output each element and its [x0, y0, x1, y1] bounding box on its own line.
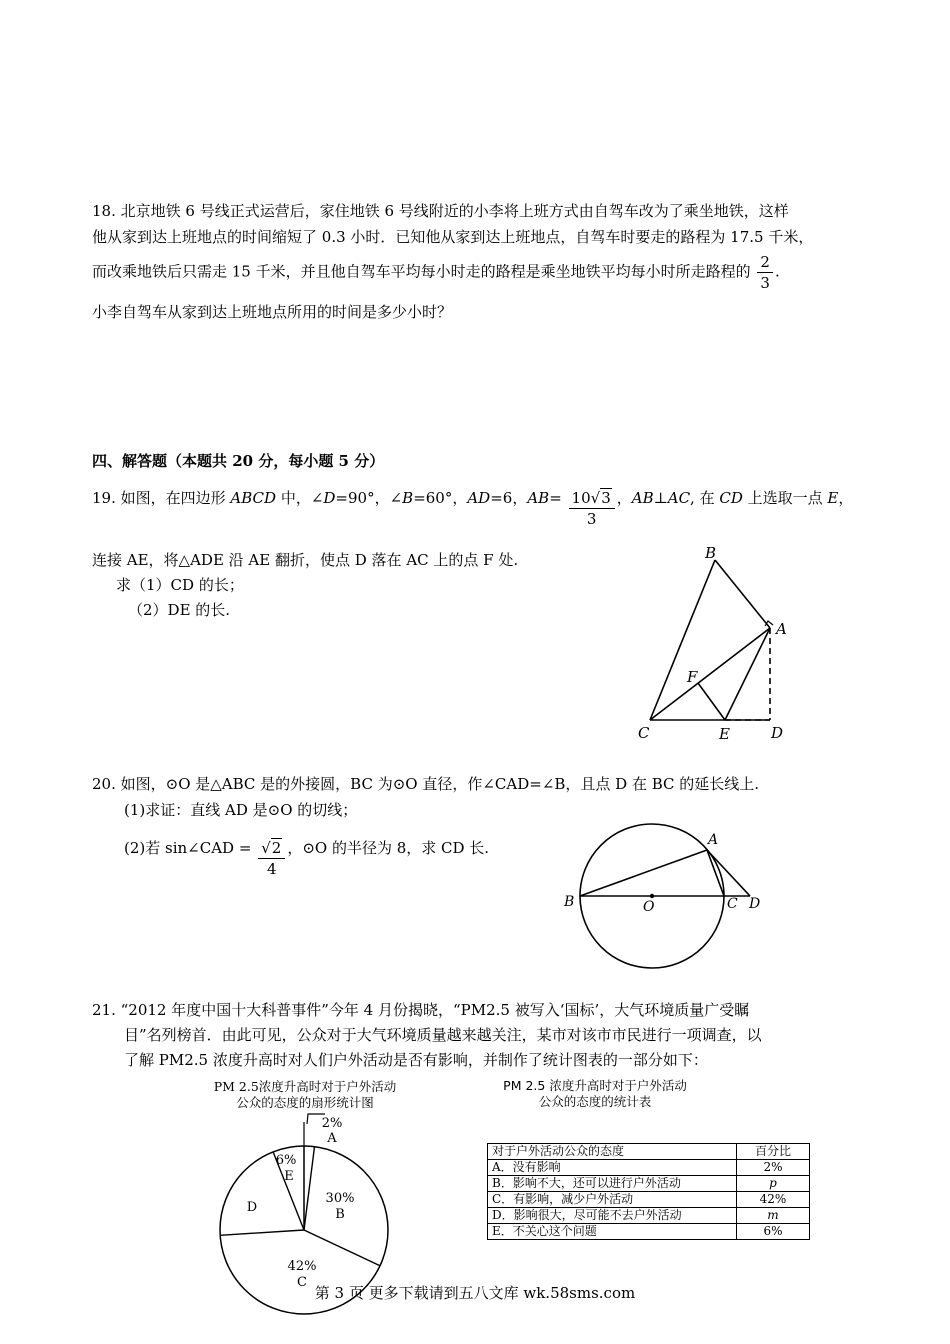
q19-text: , 在: [690, 489, 720, 507]
q21-line2: 目”名列榜首．由此可见，公众对于大气环境质量越来越关注，某市对该市市民进行一项调查，以: [124, 1026, 762, 1044]
q21-line3: 了解 PM2.5 浓度升高时对人们户外活动是否有影响，并制作了统计图表的一部分如下：: [124, 1051, 708, 1069]
q19-var: AB: [631, 489, 654, 507]
table-row: [488, 1224, 810, 1240]
q19-line1: [92, 488, 853, 529]
q20-line1: 20. 如图，⊙O 是△ABC 是的外接圆，BC 为⊙O 直径，作∠CAD=∠B，且点 D 在 BC 的延长线上.: [92, 775, 760, 793]
line-ba: [580, 850, 707, 896]
label-o: O: [643, 899, 655, 915]
q19-var: B: [402, 489, 414, 507]
q18-frac-num: 2: [760, 253, 770, 271]
q21-line1: 21. “2012 年度中国十大科普事件”今年 4 月份揭晓，“PM2.5 被写入‘国标’，大气环境质量广受瞩: [92, 1001, 750, 1019]
table-row: [488, 1176, 810, 1192]
q19-fraction: [569, 488, 615, 529]
q19-var: AD: [467, 489, 491, 507]
q18-frac-den: 3: [757, 272, 773, 293]
q18-line3-end: .: [774, 262, 780, 281]
stats-table: [487, 1143, 810, 1240]
q18-line2: 他从家到达上班地点的时间缩短了 0.3 小时．已知他从家到达上班地点，自驾车时要走的路程为 17.5 千米，: [92, 228, 814, 246]
q19-var: E: [827, 489, 839, 507]
q19-text: =: [549, 489, 562, 507]
q20-frac-den: 4: [258, 858, 285, 879]
pie-label-b: B: [335, 1207, 345, 1222]
q19-line2: 连接 AE，将△ADE 沿 AE 翻折，使点 D 落在 AC 上的点 F 处.: [92, 551, 519, 569]
q20-line3: [124, 838, 489, 879]
q20-text: (2)若 sin∠CAD =: [124, 839, 252, 857]
q19-line4: （2）DE 的长.: [128, 601, 231, 619]
page-footer: 第 3 页 更多下载请到五八文库 wk.58sms.com: [314, 1284, 636, 1302]
q19-text: ⊥: [653, 489, 668, 507]
q19-var: CD: [719, 489, 743, 507]
label-f: F: [687, 668, 698, 686]
label-c: C: [638, 724, 650, 742]
table-cell: D．影响很大，尽可能不去户外活动: [488, 1208, 737, 1224]
q18-line4: 小李自驾车从家到达上班地点所用的时间是多少小时？: [92, 303, 453, 321]
q19-text: ，: [616, 489, 632, 507]
q20-frac-rad: 2: [271, 839, 282, 857]
pie-label-d: D: [246, 1200, 258, 1215]
label-c: C: [727, 896, 738, 912]
q20-figure: [560, 820, 770, 975]
q19-frac-den: 3: [569, 508, 615, 529]
table-row: [488, 1192, 810, 1208]
edge-fe: [698, 683, 725, 720]
table-row: [488, 1160, 810, 1176]
table-header-row: [488, 1144, 810, 1160]
q19-text: 19. 如图，在四边形: [92, 489, 231, 507]
pie-label-b-value: 30%: [325, 1191, 355, 1206]
pie-label-c-value: 42%: [287, 1259, 317, 1274]
pie-label-e: E: [284, 1169, 294, 1184]
q20-text: ，⊙O 的半径为 8，求 CD 长.: [287, 839, 490, 857]
pie-label-a: A: [327, 1131, 337, 1146]
q19-text: =60°，: [413, 489, 468, 507]
q19-text: =90°，∠: [335, 489, 403, 507]
table-header-cell: 对于户外活动公众的态度: [488, 1144, 737, 1160]
table-cell: m: [737, 1208, 810, 1224]
label-b: B: [564, 894, 575, 910]
table-title: [480, 1078, 710, 1110]
q18-line3-text: 而改乘地铁后只需走 15 千米，并且他自驾车平均每小时走的路程是乘坐地铁平均每小时所走路程的: [92, 262, 751, 281]
q19-figure: [620, 540, 800, 750]
q18-line3: [92, 252, 780, 293]
q19-frac-num: 10√3: [571, 489, 611, 507]
right-angle-mark: [765, 621, 773, 626]
label-b: B: [705, 544, 717, 562]
edge-ae: [725, 628, 770, 720]
pie-title-line1: PM 2.5浓度升高时对于户外活动: [213, 1079, 397, 1094]
q19-frac-coef: 10: [571, 489, 591, 507]
pie-label-e-value: 6%: [275, 1153, 297, 1168]
q19-var: AC: [667, 489, 691, 507]
section-heading: 四、解答题（本题共 20 分，每小题 5 分）: [92, 452, 385, 470]
label-e: E: [719, 725, 730, 743]
table-cell: E．不关心这个问题: [488, 1224, 737, 1240]
table-cell: 2%: [737, 1160, 810, 1176]
label-d: D: [749, 896, 761, 912]
center-dot: [650, 894, 654, 898]
pie-title-line2: 公众的态度的扇形统计图: [236, 1095, 374, 1110]
table-cell: p: [737, 1176, 810, 1192]
q19-text: =6，: [490, 489, 528, 507]
table-title-line2: 公众的态度的统计表: [538, 1094, 652, 1109]
table-cell: 6%: [737, 1224, 810, 1240]
q19-var: D: [323, 489, 336, 507]
table-header-cell: 百分比: [737, 1144, 810, 1160]
line-ad: [707, 850, 750, 896]
table-cell: B．影响不大，还可以进行户外活动: [488, 1176, 737, 1192]
q19-var: ABCD: [230, 489, 277, 507]
pie-label-c: C: [297, 1275, 307, 1290]
label-a: A: [708, 832, 719, 848]
q19-frac-rad: 3: [601, 489, 611, 507]
q20-fraction: [258, 838, 285, 879]
label-a: A: [776, 620, 787, 638]
q19-line3: 求（1）CD 的长；: [116, 576, 244, 594]
q19-text: 中，∠: [276, 489, 324, 507]
table-title-line1: PM 2.5 浓度升高时对于户外活动: [503, 1078, 687, 1093]
table-cell: C．有影响，减少户外活动: [488, 1192, 737, 1208]
table-cell: A．没有影响: [488, 1160, 737, 1176]
q18-line1: 18. 北京地铁 6 号线正式运营后，家住地铁 6 号线附近的小李将上班方式由自驾车改为了乘坐地铁，这样: [92, 202, 789, 220]
q18-fraction: [757, 252, 773, 293]
label-d: D: [771, 724, 784, 742]
pie-label-a-value: 2%: [321, 1116, 343, 1131]
q19-var: AB: [527, 489, 550, 507]
q20-frac-num: √2: [261, 839, 282, 857]
q20-line2: (1)求证：直线 AD 是⊙O 的切线；: [124, 801, 358, 819]
q19-text: ，: [838, 489, 854, 507]
line-ac: [707, 850, 724, 896]
table-cell: 42%: [737, 1192, 810, 1208]
table-row: [488, 1208, 810, 1224]
q19-text: 上选取一点: [742, 489, 828, 507]
edge-ba: [715, 560, 770, 628]
pie-title: [180, 1079, 430, 1111]
